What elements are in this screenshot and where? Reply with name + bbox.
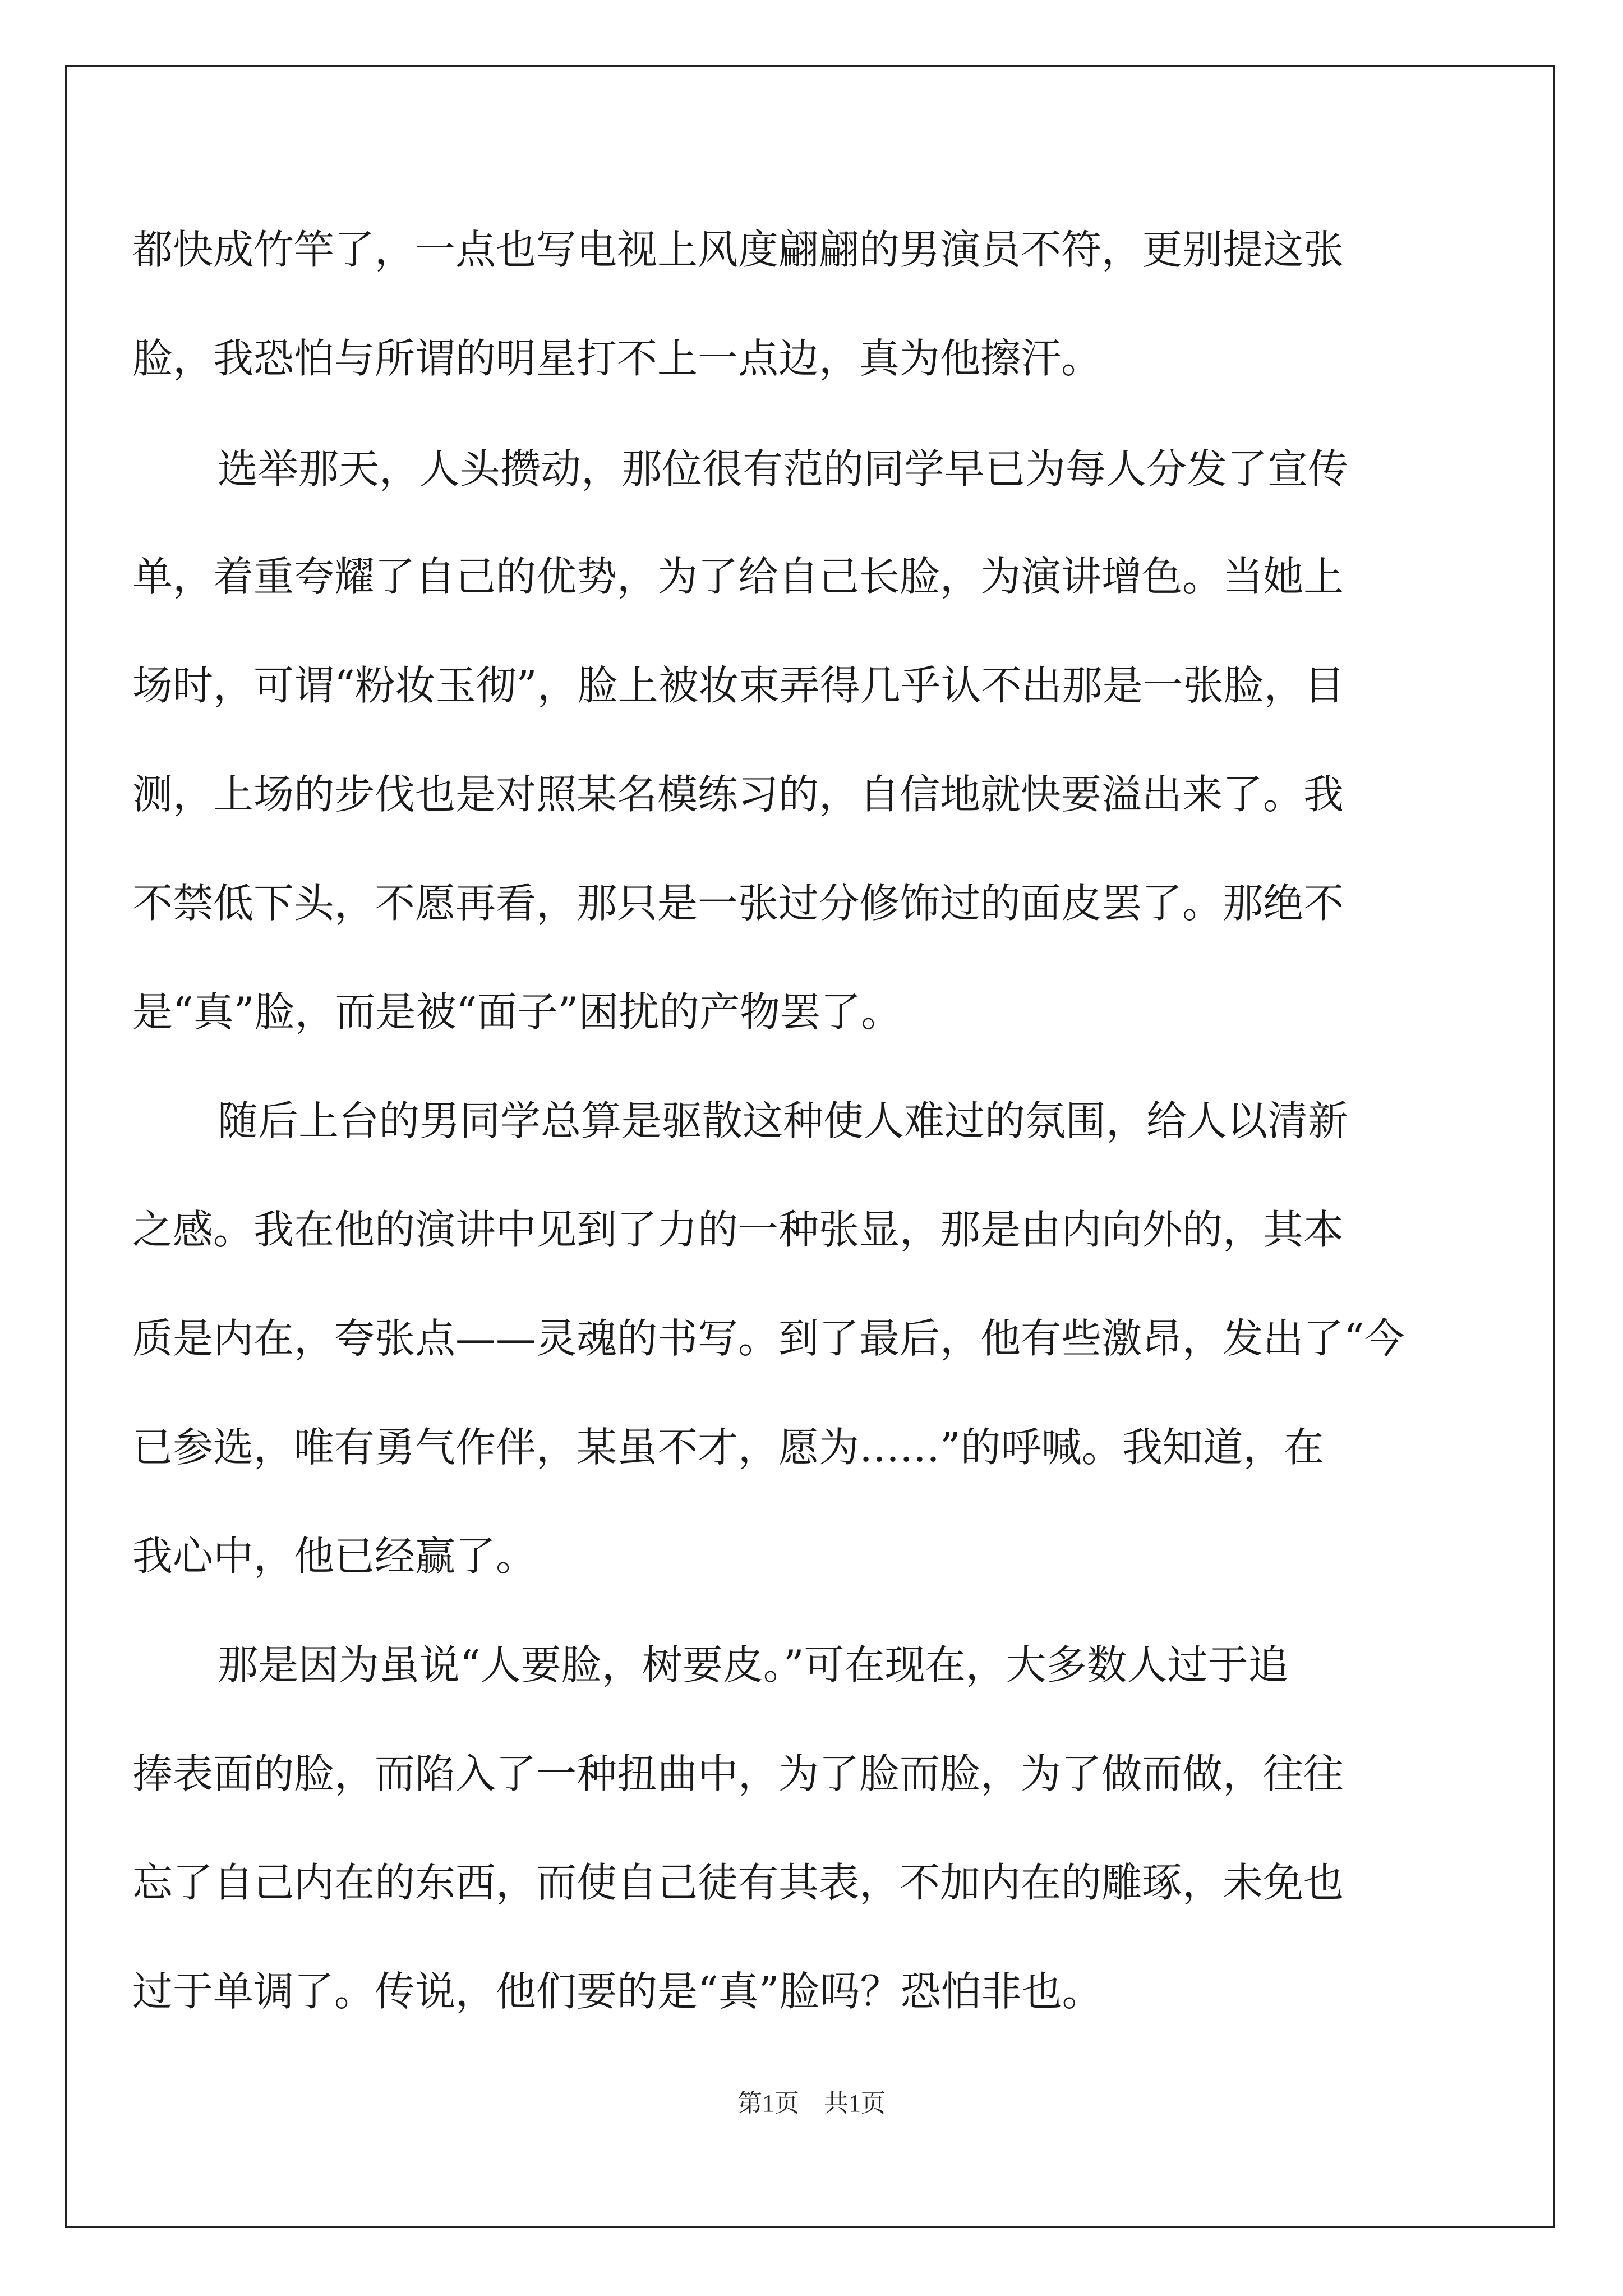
- text-line: 过于单调了。传说，他们要的是“真”脸吗？恐怕非也。: [132, 1968, 1103, 2015]
- text-line: 选举那天，人头攒动，那位很有范的同学早已为每人分发了宣传: [218, 445, 1349, 493]
- text-line: 质是内在，夸张点——灵魂的书写。到了最后，他有些激昂，发出了“今: [132, 1315, 1405, 1362]
- text-line: 单，着重夸耀了自己的优势，为了给自己长脸，为演讲增色。当她上: [132, 553, 1344, 600]
- text-line: 捧表面的脸，而陷入了一种扭曲中，为了脸而脸，为了做而做，往往: [132, 1750, 1344, 1797]
- text-line: 我心中，他已经赢了。: [132, 1533, 537, 1580]
- text-line: 脸，我恐怕与所谓的明星打不上一点边，真为他擦汗。: [132, 335, 1102, 382]
- text-line: 是“真”脸，而是被“面子”困扰的产物罢了。: [132, 988, 902, 1036]
- text-line: 测，上场的步伐也是对照某名模练习的，自信地就快要溢出来了。我: [132, 771, 1344, 818]
- page-footer: 第1页 共1页: [737, 2090, 886, 2117]
- text-line: 忘了自己内在的东西，而使自己徒有其表，不加内在的雕琢，未免也: [132, 1859, 1344, 1906]
- text-line: 随后上台的男同学总算是驱散这种使人难过的氛围，给人以清新: [218, 1097, 1349, 1144]
- text-line: 已参选，唯有勇气作伴，某虽不才，愿为……”的呼喊。我知道，在: [132, 1424, 1324, 1471]
- text-line: 场时，可谓“粉妆玉彻”，脸上被妆束弄得几乎认不出那是一张脸，目: [132, 662, 1345, 709]
- text-line: 不禁低下头，不愿再看，那只是一张过分修饰过的面皮罢了。那绝不: [132, 880, 1344, 927]
- text-line: 之感。我在他的演讲中见到了力的一种张显，那是由内向外的，其本: [132, 1206, 1344, 1253]
- text-line: 那是因为虽说“人要脸，树要皮。”可在现在，大多数人过于追: [218, 1641, 1289, 1688]
- text-line: 都快成竹竿了，一点也写电视上风度翩翩的男演员不符，更别提这张: [132, 226, 1344, 273]
